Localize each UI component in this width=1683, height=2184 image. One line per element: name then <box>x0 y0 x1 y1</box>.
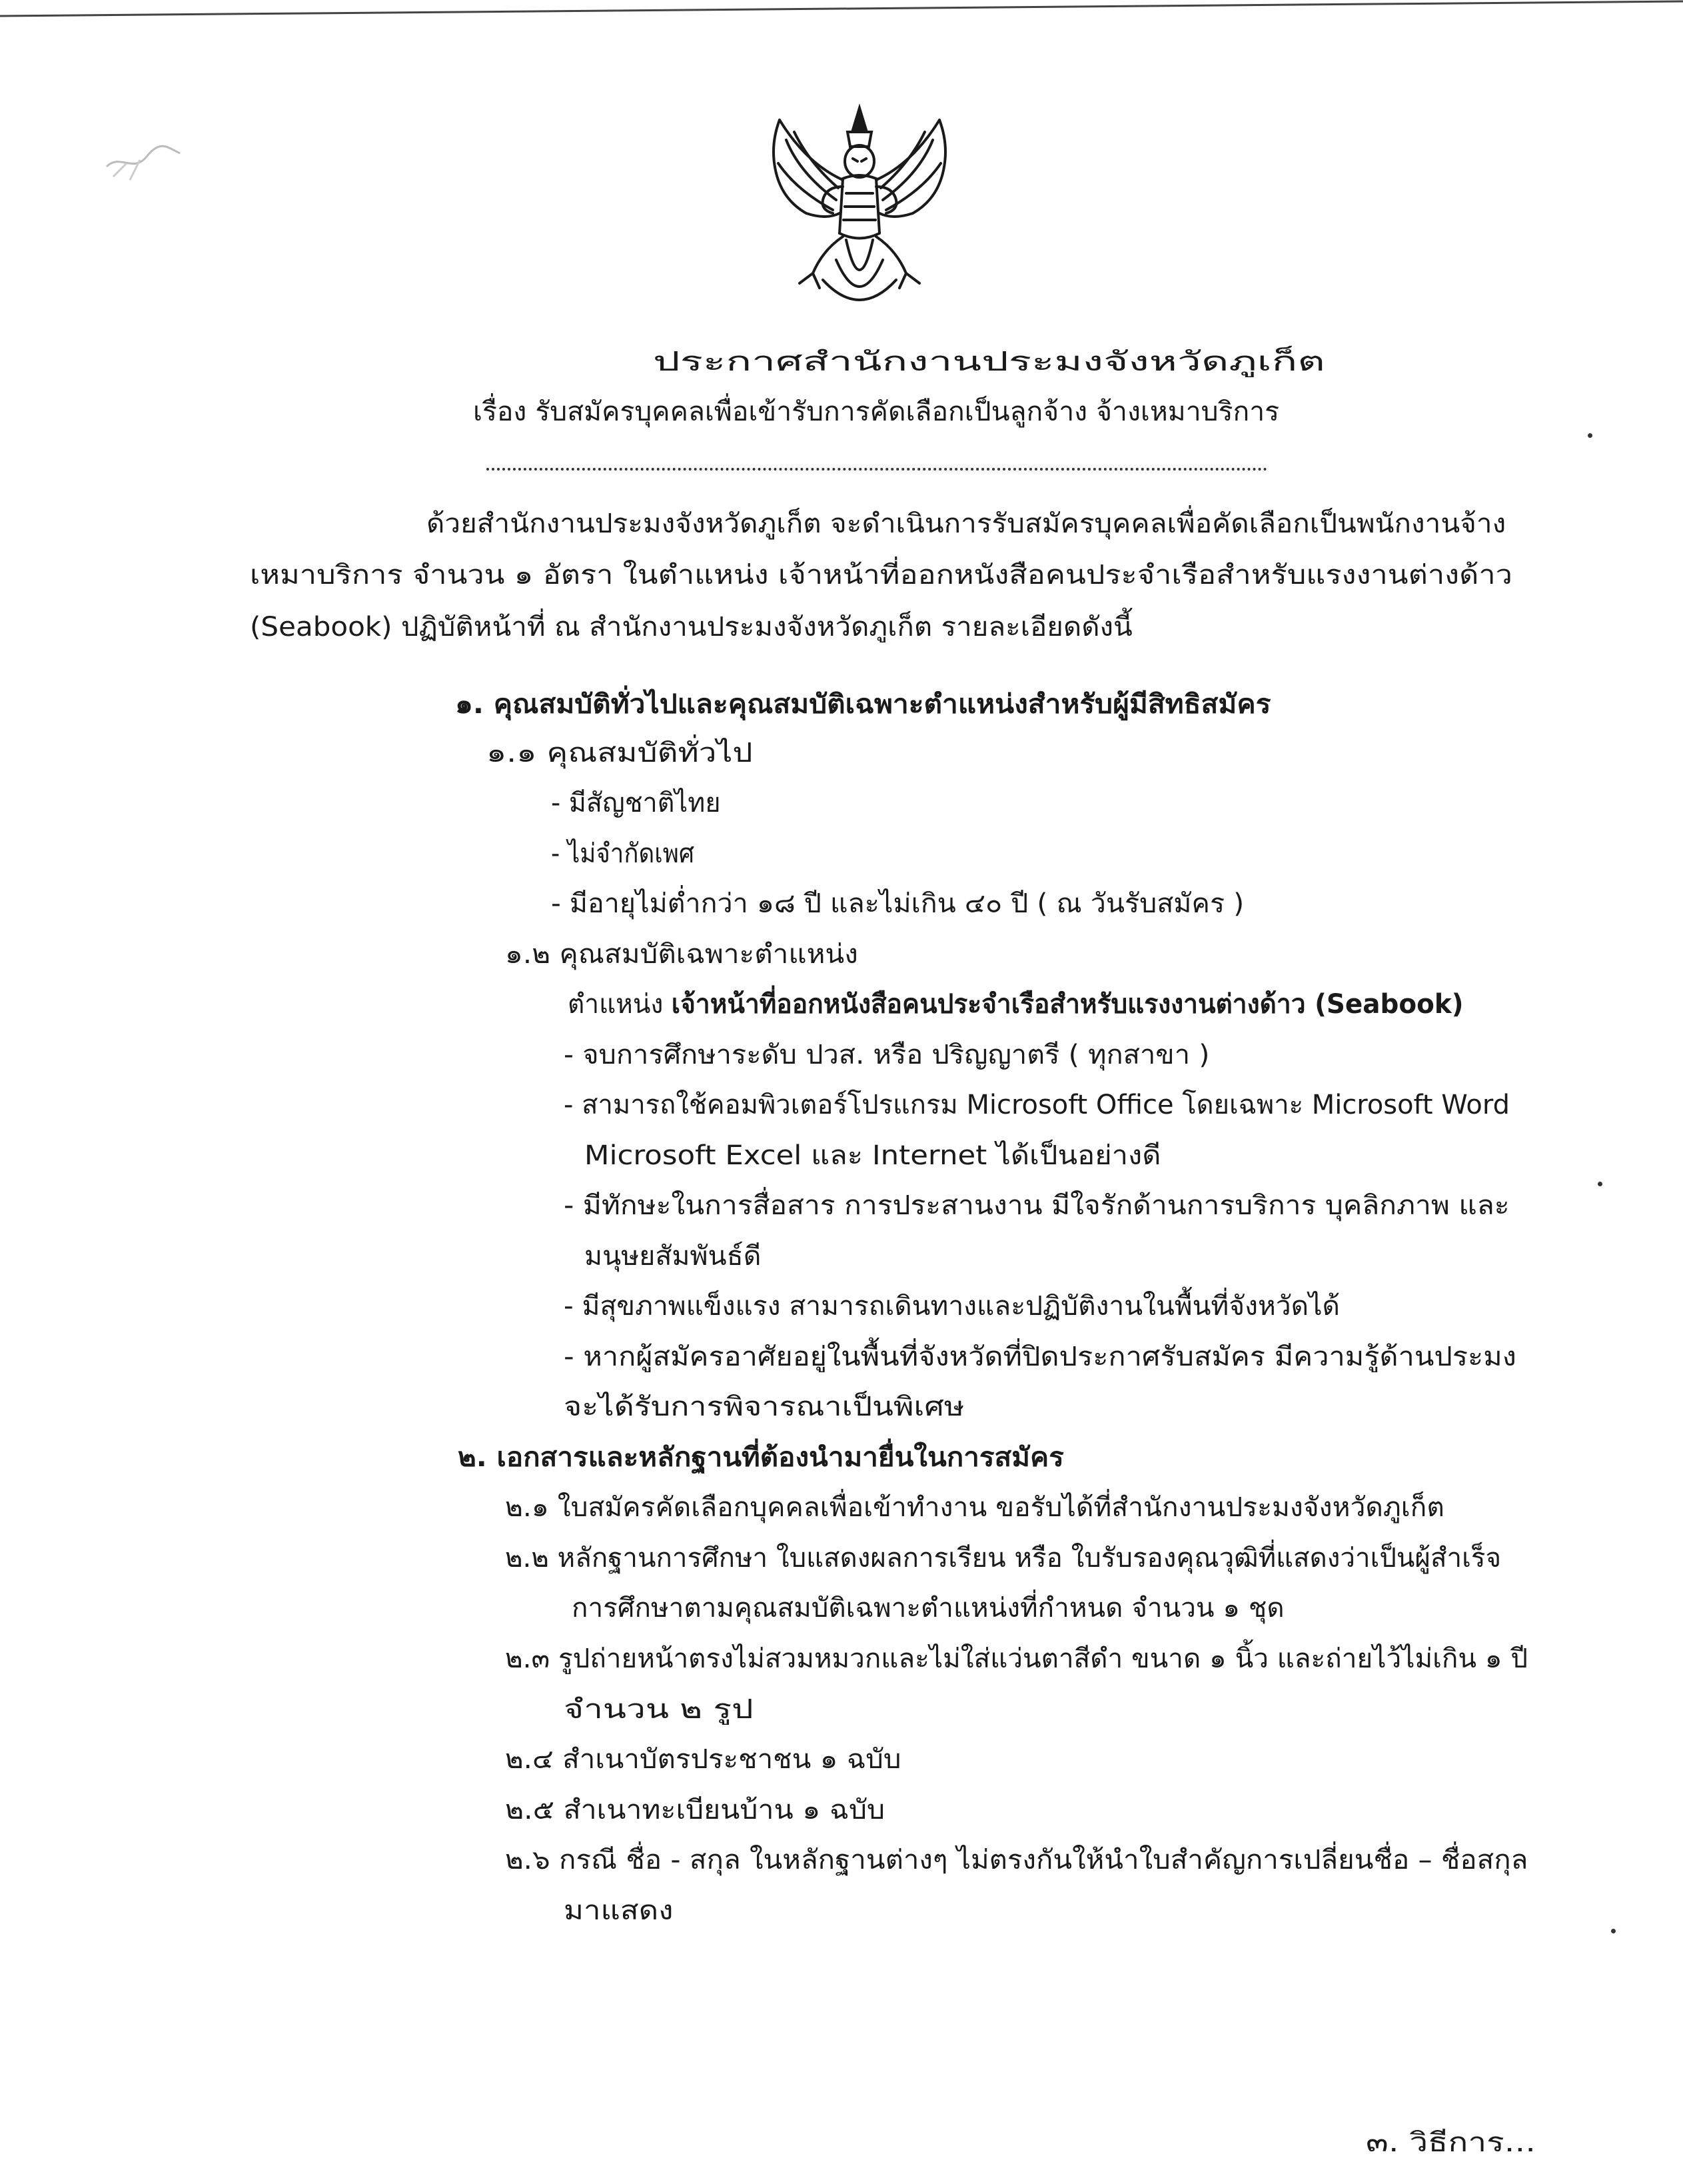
document-item-continued: มาแสดง <box>564 1895 674 1926</box>
document-item-continued: การศึกษาตามคุณสมบัติเฉพาะตำแหน่งที่กำหนด จำนวน ๑ ชุด <box>572 1593 1285 1624</box>
document-item: ๒.๑ ใบสมัครคัดเลือกบุคคลเพื่อเข้าทำงาน ขอรับได้ที่สำนักงานประมงจังหวัดภูเก็ต <box>505 1492 1444 1523</box>
qualification-item: - มีสัญชาติไทย <box>551 788 721 818</box>
position-name: เจ้าหน้าที่ออกหนังสือคนประจำเรือสำหรับแรงงานต่างด้าว (Seabook) <box>671 989 1464 1020</box>
qualification-item: - หากผู้สมัครอาศัยอยู่ในพื้นที่จังหวัดที่ปิดประกาศรับสมัคร มีความรู้ด้านประมง <box>564 1342 1516 1372</box>
document-item-continued: จำนวน ๒ รูป <box>564 1694 754 1725</box>
scan-speck <box>1611 1929 1616 1933</box>
intro-line: ด้วยสำนักงานประมงจังหวัดภูเก็ต จะดำเนินการรับสมัครบุคคลเพื่อคัดเลือกเป็นพนักงานจ้าง <box>426 509 1506 539</box>
qualification-item: - จบการศึกษาระดับ ปวส. หรือ ปริญญาตรี ( ทุกสาขา ) <box>564 1040 1210 1070</box>
qualification-item: - มีอายุไม่ต่ำกว่า ๑๘ ปี และไม่เกิน ๔๐ ปี ( ณ วันรับสมัคร ) <box>551 888 1245 919</box>
document-item: ๒.๕ สำเนาทะเบียนบ้าน ๑ ฉบับ <box>505 1795 885 1825</box>
section-1-heading: ๑. คุณสมบัติทั่วไปและคุณสมบัติเฉพาะตำแหน่งสำหรับผู้มีสิทธิสมัคร <box>455 689 1271 720</box>
handwritten-margin-mark <box>100 127 187 187</box>
position-prefix: ตำแหน่ง <box>568 989 664 1020</box>
subsection-1-2-title: ๑.๒ คุณสมบัติเฉพาะตำแหน่ง <box>505 939 858 970</box>
qualification-item: - ไม่จำกัดเพศ <box>551 838 695 869</box>
subsection-1-1-title: ๑.๑ คุณสมบัติทั่วไป <box>486 738 753 768</box>
qualification-item-continued: Microsoft Excel และ Internet ได้เป็นอย่างดี <box>584 1140 1161 1171</box>
qualification-item-continued: จะได้รับการพิจารณาเป็นพิเศษ <box>564 1392 965 1422</box>
announcement-title: ประกาศสำนักงานประมงจังหวัดภูเก็ต <box>653 347 1325 377</box>
announcement-subject: เรื่อง รับสมัครบุคคลเพื่อเข้ารับการคัดเลือกเป็นลูกจ้าง จ้างเหมาบริการ <box>473 397 1280 427</box>
dotted-separator <box>486 468 1267 471</box>
qualification-item: - มีทักษะในการสื่อสาร การประสานงาน มีใจรักด้านการบริการ บุคลิกภาพ และ <box>564 1190 1510 1221</box>
position-line <box>568 991 1463 1018</box>
intro-line: เหมาบริการ จำนวน ๑ อัตรา ในตำแหน่ง เจ้าหน้าที่ออกหนังสือคนประจำเรือสำหรับแรงงานต่างด้าว <box>250 560 1512 590</box>
document-item: ๒.๔ สำเนาบัตรประชาชน ๑ ฉบับ <box>505 1744 901 1775</box>
scan-edge-line <box>0 0 1683 20</box>
garuda-emblem <box>760 100 959 320</box>
scan-speck <box>1588 433 1592 438</box>
document-item: ๒.๓ รูปถ่ายหน้าตรงไม่สวมหมวกและไม่ใส่แว่นตาสีดำ ขนาด ๑ นิ้ว และถ่ายไว้ไม่เกิน ๑ ปี <box>505 1643 1528 1674</box>
qualification-item-continued: มนุษยสัมพันธ์ดี <box>584 1241 762 1272</box>
qualification-item: - สามารถใช้คอมพิวเตอร์โปรแกรม Microsoft Office โดยเฉพาะ Microsoft Word <box>564 1090 1510 1120</box>
continuation-marker: ๓. วิธีการ... <box>1366 2127 1536 2158</box>
scan-speck <box>1598 1182 1602 1186</box>
section-2-heading: ๒. เอกสารและหลักฐานที่ต้องนำมายื่นในการสมัคร <box>458 1442 1064 1473</box>
document-item: ๒.๖ กรณี ชื่อ - สกุล ในหลักฐานต่างๆ ไม่ตรงกันให้นำใบสำคัญการเปลี่ยนชื่อ – ชื่อสกุล <box>505 1845 1528 1875</box>
document-item: ๒.๒ หลักฐานการศึกษา ใบแสดงผลการเรียน หรือ ใบรับรองคุณวุฒิที่แสดงว่าเป็นผู้สำเร็จ <box>505 1543 1502 1574</box>
intro-line: (Seabook) ปฏิบัติหน้าที่ ณ สำนักงานประมงจังหวัดภูเก็ต รายละเอียดดังนี้ <box>250 612 1133 642</box>
qualification-item: - มีสุขภาพแข็งแรง สามารถเดินทางและปฏิบัติงานในพื้นที่จังหวัดได้ <box>564 1291 1340 1322</box>
